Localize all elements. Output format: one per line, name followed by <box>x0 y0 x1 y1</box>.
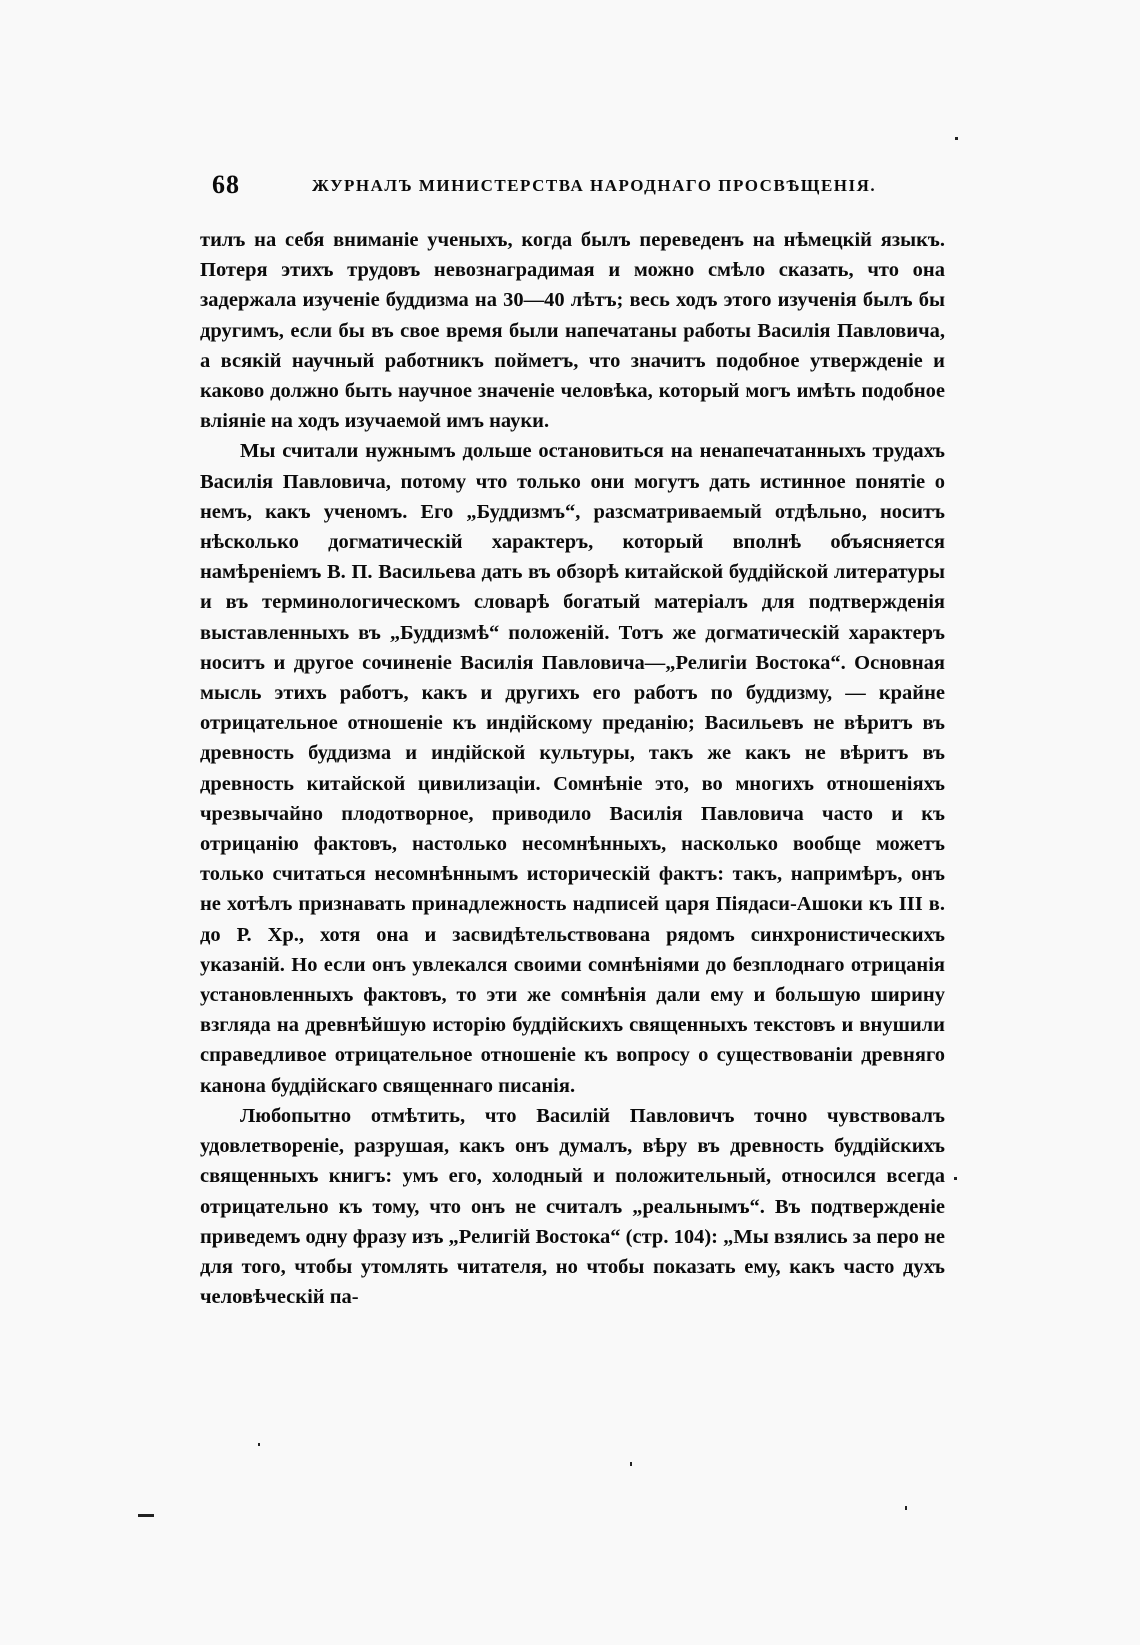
running-head: ЖУРНАЛЪ МИНИСТЕРСТВА НАРОДНАГО ПРОСВѢЩЕНІЯ. <box>312 176 877 195</box>
paragraph-2: Мы считали нужнымъ дольше остановиться на ненапечатанныхъ трудахъ Василія Павловича, потому что только они могутъ дать истинное понятіе о немъ, какъ ученомъ. Его „Буддизмъ“, разсматриваемый отдѣльно, носитъ нѣсколько догматическій характеръ, который вполнѣ объясняется намѣреніемъ В. П. Васильева дать въ обзорѣ китайской буддійской литературы и въ терминологическомъ словарѣ богатый матеріалъ для подтвержденія выставленныхъ въ „Буддизмѣ“ положеній. Тотъ же догматическій характеръ носитъ и другое сочиненіе Василія Павловича—„Религіи Востока“. Основная мысль этихъ работъ, какъ и другихъ его работъ по буддизму, — крайне отрицательное отношеніе къ индійскому преданію; Васильевъ не вѣритъ въ древность буддизма и индійской культуры, такъ же какъ не вѣритъ въ древность китайской цивилизаціи. Сомнѣніе это, во многихъ отношеніяхъ чрезвычайно плодотворное, приводило Василія Павловича часто и къ отрицанію фактовъ, настолько несомнѣнныхъ, насколько вообще можетъ только считаться несомнѣннымъ историческій фактъ: такъ, напримѣръ, онъ не хотѣлъ признавать принадлежность надписей царя Піядаси-Ашоки къ III в. до Р. Хр., хотя она и засвидѣтельствована рядомъ синхронистическихъ указаній. Но если онъ увлекался своими сомнѣніями до безплоднаго отрицанія установленныхъ фактовъ, то эти же сомнѣнія дали ему и большую ширину взгляда на древнѣйшую исторію буддійскихъ священныхъ текстовъ и внушили справедливое отрицательное отношеніе къ вопросу о существованіи древняго канона буддійскаго священнаго писанія. <box>200 440 945 1097</box>
scan-speck <box>955 137 958 140</box>
scan-speck <box>954 1177 957 1180</box>
paragraph-3: Любопытно отмѣтить, что Василій Павловичъ точно чувствовалъ удовлетвореніе, разрушая, какъ онъ думалъ, вѣру въ древность буддійскихъ священныхъ книгъ: умъ его, холодный и положительный, относился всегда отрицательно къ тому, что онъ не считалъ „реальнымъ“. Въ подтвержденіе приведемъ одну фразу изъ „Религій Востока“ (стр. 104): „Мы взялись за перо не для того, чтобы утомлять читателя, но чтобы показать ему, какъ часто духъ человѣческій па- <box>200 1104 945 1309</box>
scan-speck <box>258 1443 260 1446</box>
body-text <box>200 225 945 1312</box>
scan-speck <box>630 1462 632 1466</box>
scan-speck <box>138 1514 154 1517</box>
paragraph-1: тилъ на себя вниманіе ученыхъ, когда былъ переведенъ на нѣмецкій языкъ. Потеря этихъ трудовъ невознаградимая и можно смѣло сказать, что она задержала изученіе буддизма на 30—40 лѣтъ; весь ходъ этого изученія былъ бы другимъ, если бы въ свое время были напечатаны работы Василія Павловича, а всякій научный работникъ пойметъ, что значитъ подобное утвержденіе и каково должно быть научное значеніе человѣка, который могъ имѣть подобное вліяніе на ходъ изучаемой имъ науки. <box>200 229 945 433</box>
page-number: 68 <box>212 170 240 199</box>
page-header <box>212 168 952 208</box>
scan-speck <box>905 1506 907 1510</box>
